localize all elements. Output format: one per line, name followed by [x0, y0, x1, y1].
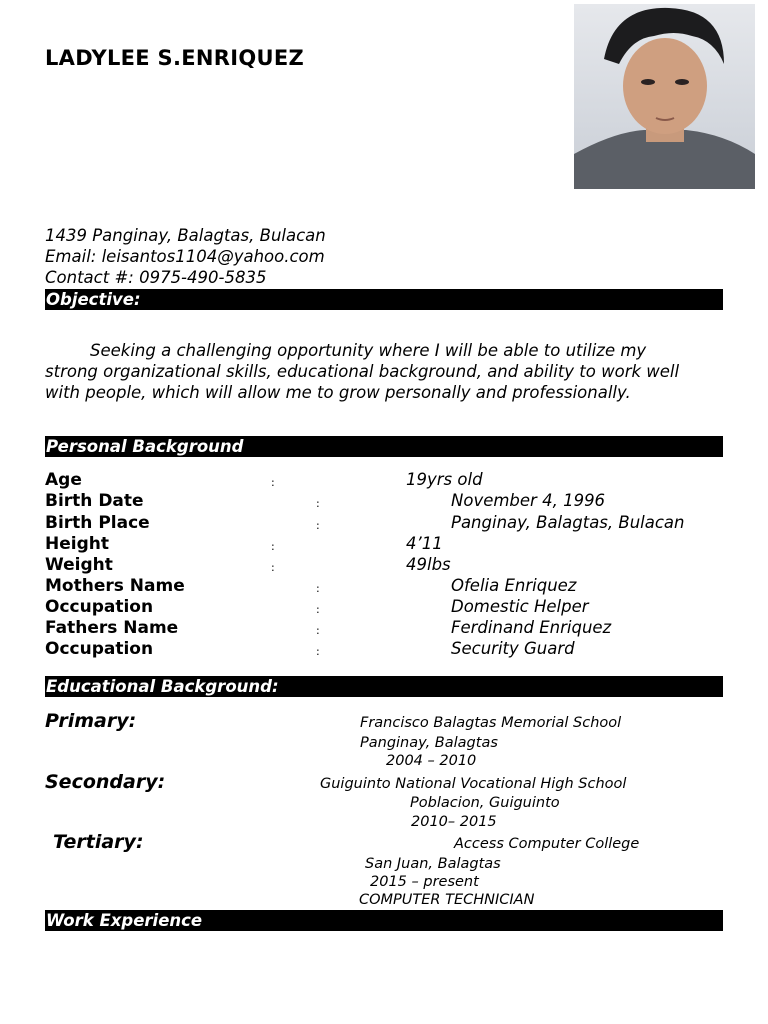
fathers-name-colon: :: [316, 624, 320, 637]
tertiary-course: COMPUTER TECHNICIAN: [359, 892, 535, 908]
email-line: Email: leisantos1104@yahoo.com: [45, 247, 325, 266]
objective-paragraph: [45, 340, 735, 403]
age-colon: :: [271, 476, 275, 489]
weight-value: 49lbs: [406, 555, 451, 574]
educational-background-heading: Educational Background:: [45, 676, 723, 697]
birth-place-colon: :: [316, 519, 320, 532]
mother-occupation-colon: :: [316, 603, 320, 616]
height-value: 4’11: [406, 534, 443, 553]
weight-colon: :: [271, 561, 275, 574]
height-colon: :: [271, 540, 275, 553]
primary-years: 2004 – 2010: [386, 753, 477, 769]
fathers-name-label: Fathers Name: [45, 618, 179, 638]
birth-date-value: November 4, 1996: [451, 491, 606, 510]
birth-date-colon: :: [316, 497, 320, 510]
primary-place: Panginay, Balagtas: [360, 735, 498, 751]
father-occupation-colon: :: [316, 645, 320, 658]
objective-line: strong organizational skills, educational background, and ability to work well: [45, 362, 680, 381]
phone-line: Contact #: 0975-490-5835: [45, 268, 267, 287]
fathers-name-value: Ferdinand Enriquez: [451, 618, 612, 637]
portrait-image: [574, 4, 755, 189]
mothers-name-colon: :: [316, 582, 320, 595]
tertiary-years: 2015 – present: [370, 874, 479, 890]
age-value: 19yrs old: [406, 470, 483, 489]
objective-line: Seeking a challenging opportunity where I will be able to utilize my: [90, 341, 647, 360]
tertiary-place: San Juan, Balagtas: [365, 856, 501, 872]
secondary-school: Guiguinto National Vocational High School: [320, 776, 627, 792]
secondary-years: 2010– 2015: [411, 814, 497, 830]
secondary-place: Poblacion, Guiguinto: [410, 795, 560, 811]
mother-occupation-label: Occupation: [45, 597, 154, 617]
tertiary-school: Access Computer College: [454, 836, 640, 852]
applicant-photo: [574, 4, 755, 189]
applicant-name: LADYLEE S.ENRIQUEZ: [45, 46, 305, 70]
objective-heading: Objective:: [45, 289, 723, 310]
father-occupation-label: Occupation: [45, 639, 154, 659]
objective-line: with people, which will allow me to grow personally and professionally.: [45, 383, 631, 402]
primary-label: Primary:: [45, 710, 137, 732]
address-line: 1439 Panginay, Balagtas, Bulacan: [45, 226, 326, 245]
mothers-name-value: Ofelia Enriquez: [451, 576, 577, 595]
birth-place-label: Birth Place: [45, 513, 150, 533]
father-occupation-value: Security Guard: [451, 639, 575, 658]
secondary-label: Secondary:: [45, 771, 166, 793]
birth-date-label: Birth Date: [45, 491, 144, 511]
birth-place-value: Panginay, Balagtas, Bulacan: [451, 513, 685, 532]
tertiary-label: Tertiary:: [53, 831, 144, 853]
weight-label: Weight: [45, 555, 113, 575]
personal-background-heading: Personal Background: [45, 436, 723, 457]
height-label: Height: [45, 534, 109, 554]
mother-occupation-value: Domestic Helper: [451, 597, 589, 616]
work-experience-heading: Work Experience: [45, 910, 723, 931]
mothers-name-label: Mothers Name: [45, 576, 185, 596]
primary-school: Francisco Balagtas Memorial School: [360, 715, 622, 731]
age-label: Age: [45, 470, 82, 490]
